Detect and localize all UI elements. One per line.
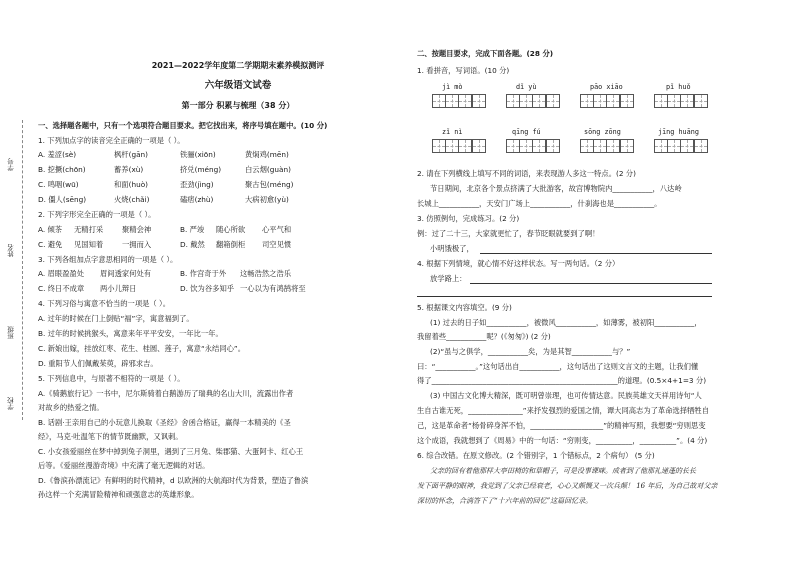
p2-q5-line: 我留着些___________呢？(《匆匆》) (2 分) <box>417 332 551 341</box>
q1-option-cell: 磕痞(zhù) <box>180 195 214 204</box>
q3-option-cell: A. 眉眼盈盈处 <box>38 269 84 278</box>
p2-q5-line: 生自古谁无死，_______________”来抒发强烈的爱国之情，谭大同高志为了革命选择牺牲自 <box>417 406 710 415</box>
exam-title: 2021—2022学年度第二学期期末素养模拟测评 <box>151 61 325 70</box>
p2-q5-line: 得了___________________________________________________的道理。(0.5×4+1=3 分) <box>417 376 707 385</box>
p2-q5-line: 曰：“___________。”这句话出自___________，这句话出了这则文言文的主题，让我们懂 <box>417 362 699 371</box>
p2-q5-line: 己，这是革命者“杨骨碎身浑不怕，____________________”的精神写照，我想要“穷则思变 <box>417 421 706 430</box>
q2-option-cell: 心平气和 <box>262 225 292 234</box>
q5-stem: 5. 下列信息中，与原著不相符的一项是（ ）。 <box>38 374 185 383</box>
p2-q5-line: 这个成语，我就想到了《周易》中的一句话：“穷则变，__________，__________”。(4 分) <box>417 436 708 445</box>
q5-option-line: 孙这样一个充满冒险精神和顽强意志的英雄形象。 <box>38 490 199 499</box>
p2-q5-line: (1) 过去的日子如___________，被微风___________，如薄雾，被初阳___________， <box>430 318 702 327</box>
p2-q2-stem: 2. 请在下列横线上填写不同的词语，来表现游人多这一特点。(2 分) <box>417 169 636 178</box>
q1-option-cell: 聚古包(méng) <box>245 180 294 189</box>
p2-q6-passage-line: 父亲的回有着他那样大亭田椅的和草帽子，可是没事课咪。成者到了他那礼递蓬的长长 <box>430 467 696 475</box>
side-label-student-id: 学号 <box>7 158 15 171</box>
p2-q2-line: 节日期间，北京各个景点挤满了大批游客，故宫博物院内___________，八达岭 <box>430 184 682 193</box>
q2-option-cell: C. 避免 <box>38 240 63 249</box>
q5-option-line: D.《鲁滨孙漂流记》有鲜明的时代精神，d 以欧洲的大航海时代为背景，塑造了鲁滨 <box>38 476 309 485</box>
q1-option-cell: B. 挖撅(chōn) <box>38 165 86 174</box>
side-label-name: 姓名 <box>7 244 15 257</box>
q2-option-cell: 司空见惯 <box>262 240 292 249</box>
part1-heading: 第一部分 积累与梳理（38 分） <box>181 101 295 110</box>
binding-line <box>22 120 23 420</box>
pinyin-label: sōng zōng <box>584 128 621 136</box>
answer-line[interactable] <box>417 296 712 297</box>
tianzige-box[interactable] <box>654 94 707 108</box>
q5-option-line: A.《骑鹅旅行记》一书中，尼尔斯骑着白鹅游历了瑞典的名山大川，流露出作者 <box>38 389 294 398</box>
q1-option-cell: 铁骊(xiōn) <box>180 150 216 159</box>
q4-stem: 4. 下列习俗与寓意不恰当的一项是（ ）。 <box>38 299 170 308</box>
tianzige-box[interactable] <box>506 139 559 153</box>
q1-option-cell: 歪劲(jìng) <box>180 180 214 189</box>
tianzige-box[interactable] <box>432 139 485 153</box>
q2-option-cell: B. 严竣 <box>180 225 205 234</box>
q2-option-cell: 聚精会神 <box>122 225 152 234</box>
tianzige-box[interactable] <box>580 94 633 108</box>
q3-option-cell: 这畅浩然之浩乐 <box>240 269 292 278</box>
pinyin-label: qīng fú <box>512 128 541 136</box>
p2-q3-example: 例：过了二十三，大家就更忙了，春节眨眼就要到了啊！ <box>417 229 600 238</box>
pinyin-label: jì mò <box>442 83 463 91</box>
q3-stem: 3. 下列各组加点字意思相同的一项是（ ）。 <box>38 255 178 264</box>
q3-option-cell: 眉间透家何处有 <box>100 269 152 278</box>
p2-q6-stem: 6. 综合改错。在原文修改。(2 个错别字，1 个错标点，2 个病句） (5 分) <box>417 451 655 460</box>
q1-stem: 1. 下列加点字的读音完全正确的一项是（ ）。 <box>38 136 185 145</box>
p2-q5-line: (2)“虽与之俱学，___________矣，为是其智___________与？” <box>430 347 631 356</box>
answer-line[interactable] <box>470 283 712 284</box>
q4-option: B. 过年的时候挑猴头，寓意来年平平安安，一年比一年。 <box>38 329 223 338</box>
p2-q4-prompt: 放学路上： <box>430 274 467 283</box>
q2-option-cell: D. 戴然 <box>180 240 205 249</box>
exam-subtitle: 六年级语文试卷 <box>204 80 272 91</box>
p2-q5-line: (3) 中国古文化博大精深，既可明曾崇理，也可传情达意。民族英雄文天祥用诗句“人 <box>430 391 702 400</box>
p2-q4-stem: 4. 根据下列情境，就心情不好这样状态。写一两句话。（2 分） <box>417 259 620 268</box>
side-label-class: 班级 <box>7 326 15 339</box>
q5-option-line: 对故乡的热爱之情。 <box>38 403 104 412</box>
q2-option-cell: 一拥而入 <box>122 240 152 249</box>
section1-heading: 一、选择题各题中，只有一个选项符合题目要求。把它找出来，将序号填在题中。(10 分) <box>38 121 328 130</box>
p2-q3-stem: 3. 仿照例句，完成练习。(2 分) <box>417 214 520 223</box>
pinyin-label: pǐ huǒ <box>666 83 691 91</box>
q2-stem: 2. 下列字形完全正确的一项是（ ）。 <box>38 210 156 219</box>
q1-option-cell: 火烧(chǎi) <box>114 195 150 204</box>
p2-q2-line: 长城上___________，天安门广场上___________，什刹海也是___________。 <box>417 199 662 208</box>
q2-option-cell: 随心所欲 <box>216 225 246 234</box>
p2-q5-stem: 5. 根据课文内容填空。(9 分) <box>417 303 512 312</box>
p2-q6-passage-line: 深切的怀念，合淌答下了“十六年前的回忆”这篇回忆录。 <box>417 497 593 505</box>
section2-heading: 二、按题目要求，完成下面各题。(28 分) <box>417 49 554 58</box>
q1-option-cell: D. 僵人(sēng) <box>38 195 87 204</box>
tianzige-box[interactable] <box>654 139 707 153</box>
pinyin-label: zǐ nì <box>442 128 463 136</box>
q4-option: A. 过年的时候在门上倒贴“福”字，寓意福到了。 <box>38 314 194 323</box>
q1-option-cell: A. 羞涩(sè) <box>38 150 77 159</box>
answer-line[interactable] <box>480 253 712 254</box>
q4-option: D. 重阳节人们佩戴茱萸，辟邪求吉。 <box>38 359 158 368</box>
p2-q3-prompt: 小明饿极了， <box>430 244 474 253</box>
q4-option: C. 新娘出嫁，挂放红枣、花生、桂圆、莲子，寓意“永结同心”。 <box>38 344 246 353</box>
q2-option-cell: 无精打采 <box>74 225 104 234</box>
q2-option-cell: 见国知着 <box>74 240 104 249</box>
pinyin-label: pāo xiāo <box>590 83 623 91</box>
tianzige-box[interactable] <box>506 94 559 108</box>
p2-q1-stem: 1. 看拼音，写词语。(10 分) <box>417 66 510 75</box>
q3-option-cell: B. 作宫奇于外 <box>180 269 227 278</box>
q2-option-cell: 翻箱倒柜 <box>216 240 246 249</box>
q5-option-line: B. 话剧·王亲用自己的小玩意儿换取《圣经》舍函合格证，赢得一本精美的《圣 <box>38 418 291 427</box>
q1-option-cell: 黄焖鸡(mēn) <box>245 150 289 159</box>
q3-option-cell: C. 终日不成章 <box>38 284 85 293</box>
q5-option-line: C. 小女孩爱丽丝在梦中掉到兔子洞里，遇到了三月兔、柴郡猫、大蛋阿卡、红心王 <box>38 447 304 456</box>
tianzige-box[interactable] <box>580 139 633 153</box>
q5-option-line: 经》，马克·吐温笔下的情节既幽默，又讽刺。 <box>38 432 183 441</box>
p2-q6-passage-line: 发下面平静的眼神，我觉到了父亲已经衰老，心心又颇慨又一次兵颠！ 16 年后，为自己故对父亲 <box>417 482 718 490</box>
q1-option-cell: 蓄养(xù) <box>114 165 144 174</box>
q3-option-cell: 两小儿辩日 <box>100 284 137 293</box>
q1-option-cell: 挤兑(méng) <box>180 165 222 174</box>
tianzige-box[interactable] <box>432 94 485 108</box>
q2-option-cell: A. 倾茶 <box>38 225 63 234</box>
q3-option-cell: 一心以为有鸿鹄将至 <box>240 284 306 293</box>
q1-option-cell: 和面(huò) <box>114 180 149 189</box>
q1-option-cell: 枫杆(gān) <box>114 150 149 159</box>
q1-option-cell: C. 鸣咽(wū) <box>38 180 79 189</box>
q1-option-cell: 大病初愈(yù) <box>245 195 289 204</box>
pinyin-label: dǐ yù <box>516 83 537 91</box>
side-label-school: 学校 <box>7 397 15 410</box>
q1-option-cell: 白云烟(guàn) <box>245 165 291 174</box>
q5-option-line: 后等。《爱丽丝漫游奇境》中充满了毫无逻辑的对话。 <box>38 461 210 470</box>
pinyin-label: jīng huāng <box>658 128 699 136</box>
q3-option-cell: D. 饮为谷多知乎 <box>180 284 235 293</box>
